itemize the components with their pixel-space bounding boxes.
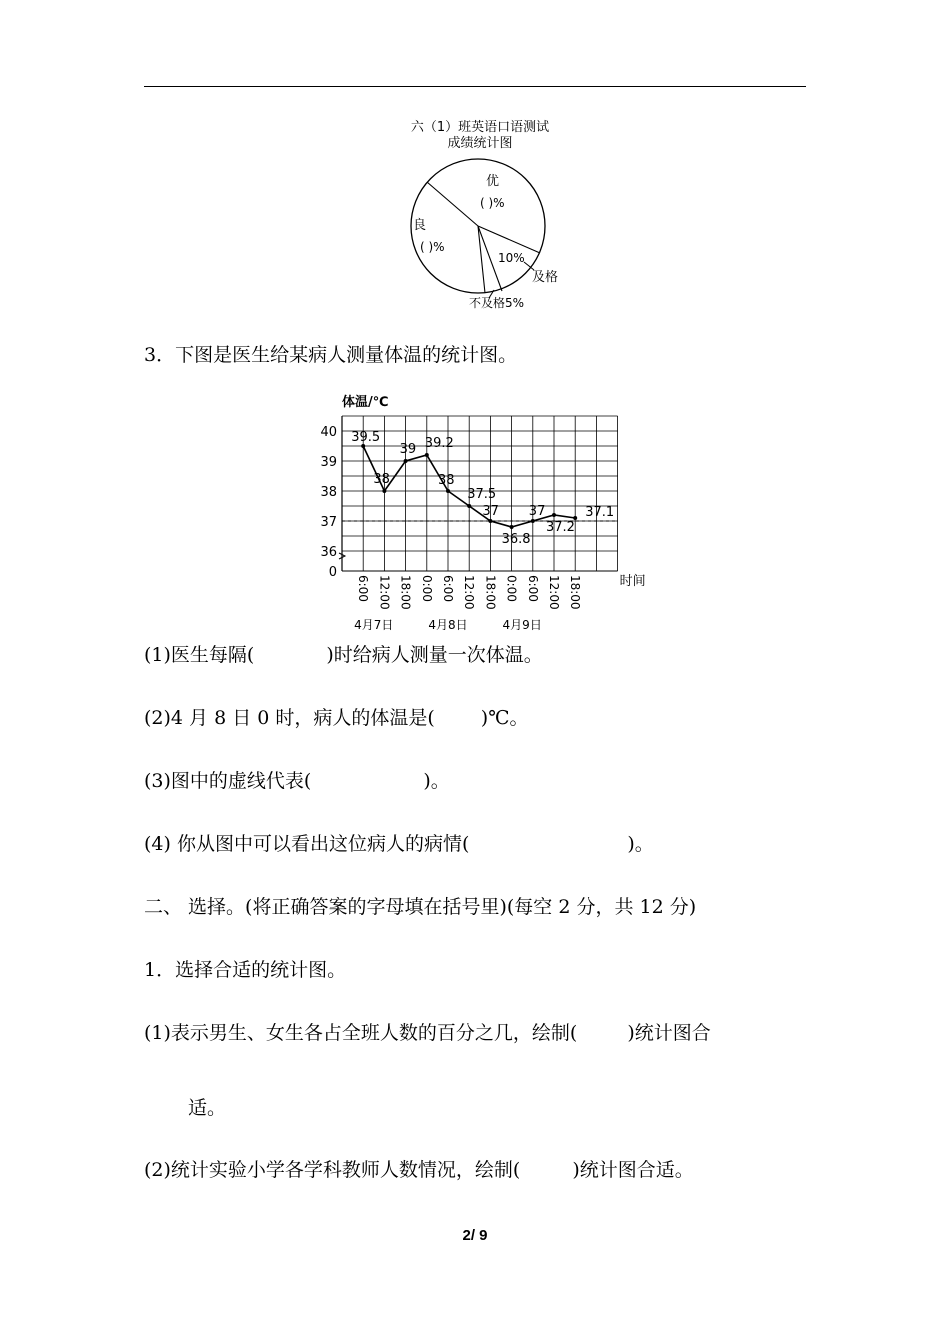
x-tick-label: 18:00 xyxy=(568,575,583,610)
y-tick-label: 40 xyxy=(320,425,337,440)
y-tick-label: 38 xyxy=(320,485,337,500)
q3-intro: 3．下图是医生给某病人测量体温的统计图。 xyxy=(144,344,518,366)
data-label: 37.1 xyxy=(585,505,615,520)
data-point xyxy=(446,489,450,493)
x-tick-label: 0:00 xyxy=(419,575,434,602)
x-tick-label: 12:00 xyxy=(547,575,561,610)
choice-question-1 xyxy=(144,1021,711,1045)
pie-label-liang: 良 xyxy=(413,218,427,233)
x-tick-label: 12:00 xyxy=(462,575,477,610)
question-3 xyxy=(144,769,450,793)
x-tick-label: 6:00 xyxy=(525,575,540,602)
temperature-line-chart xyxy=(310,388,646,632)
x-tick-label: 6:00 xyxy=(356,575,371,602)
data-label: 38 xyxy=(438,473,455,488)
section-2-item-1: 1．选择合适的统计图。 xyxy=(144,959,347,981)
header-rule xyxy=(144,86,806,87)
data-label: 36.8 xyxy=(501,532,531,547)
x-tick-label: 6:00 xyxy=(441,575,455,602)
question-1-text-b: )时给病人测量一次体温。 xyxy=(326,644,543,666)
choice-question-2 xyxy=(144,1158,694,1182)
x-tick-label: 18:00 xyxy=(398,575,413,610)
pie-title-line2: 成绩统计图 xyxy=(447,136,513,151)
x-tick-label: 0:00 xyxy=(504,575,519,602)
data-point xyxy=(467,504,471,508)
choice-question-1-text-b: )统计图合 xyxy=(627,1022,711,1044)
date-label: 4月7日 xyxy=(354,618,394,632)
pie-label-bujige: 不及格5% xyxy=(469,296,525,310)
data-label: 37 xyxy=(482,504,499,519)
pie-divider-you-liang xyxy=(427,182,478,226)
question-3-text-a: (3)图中的虚线代表( xyxy=(144,770,312,792)
pie-chart xyxy=(390,150,590,320)
x-tick-label: 12:00 xyxy=(377,575,392,610)
x-axis-title: 时间 xyxy=(619,574,646,589)
question-4-text-a: (4) 你从图中可以看出这位病人的病情( xyxy=(144,833,470,855)
y-tick-label: 39 xyxy=(320,455,337,470)
choice-question-2-text-b: )统计图合适。 xyxy=(572,1159,694,1181)
data-label: 37 xyxy=(528,504,546,519)
question-3-text-b: )。 xyxy=(423,770,450,792)
question-2-text-a: (2)4 月 8 日 0 时，病人的体温是( xyxy=(144,707,435,729)
pie-label-jige: 及格 xyxy=(532,270,559,285)
data-point xyxy=(552,513,556,517)
section-2-heading: 二、 选择。(将正确答案的字母填在括号里)(每空 2 分，共 12 分) xyxy=(144,896,697,918)
question-4 xyxy=(144,832,654,856)
choice-question-1-continued: 适。 xyxy=(188,1097,227,1119)
pie-label-liang-pct: ( )% xyxy=(420,240,445,254)
date-label: 4月8日 xyxy=(428,618,468,632)
pie-divider-you-jige xyxy=(478,226,540,253)
pie-title-line1: 六（1）班英语口语测试 xyxy=(410,120,550,135)
choice-question-2-text-a: (2)统计实验小学各学科教师人数情况，绘制( xyxy=(144,1159,521,1181)
question-2-text-b: )℃。 xyxy=(480,707,529,729)
data-point xyxy=(531,519,535,523)
data-label: 38 xyxy=(373,472,390,487)
data-point xyxy=(488,519,492,523)
question-4-text-b: )。 xyxy=(627,833,654,855)
data-point xyxy=(510,525,514,529)
question-1 xyxy=(144,643,543,667)
data-point xyxy=(425,453,429,457)
data-label: 37.2 xyxy=(546,520,575,535)
y-tick-label: 36 xyxy=(320,545,337,560)
y-tick-label: 37 xyxy=(320,515,337,530)
question-2 xyxy=(144,706,528,730)
data-label: 39.2 xyxy=(424,436,454,451)
data-label: 39 xyxy=(399,442,417,457)
pie-label-jige-pct: 10% xyxy=(498,251,525,265)
question-1-text-a: (1)医生每隔( xyxy=(144,644,255,666)
data-point xyxy=(404,459,408,463)
y-tick-label: 0 xyxy=(328,565,337,580)
y-axis-title: 体温/℃ xyxy=(342,395,389,410)
pie-label-you: 优 xyxy=(486,174,500,189)
page-number: 2/ 9 xyxy=(462,1227,488,1244)
data-point xyxy=(382,489,386,493)
choice-question-1-text-a: (1)表示男生、女生各占全班人数的百分之几，绘制( xyxy=(144,1022,578,1044)
pie-label-you-pct: ( )% xyxy=(480,196,505,210)
date-label: 4月9日 xyxy=(502,618,542,632)
data-label: 37.5 xyxy=(467,487,497,502)
data-label: 39.5 xyxy=(351,430,381,445)
x-tick-label: 18:00 xyxy=(483,575,498,610)
